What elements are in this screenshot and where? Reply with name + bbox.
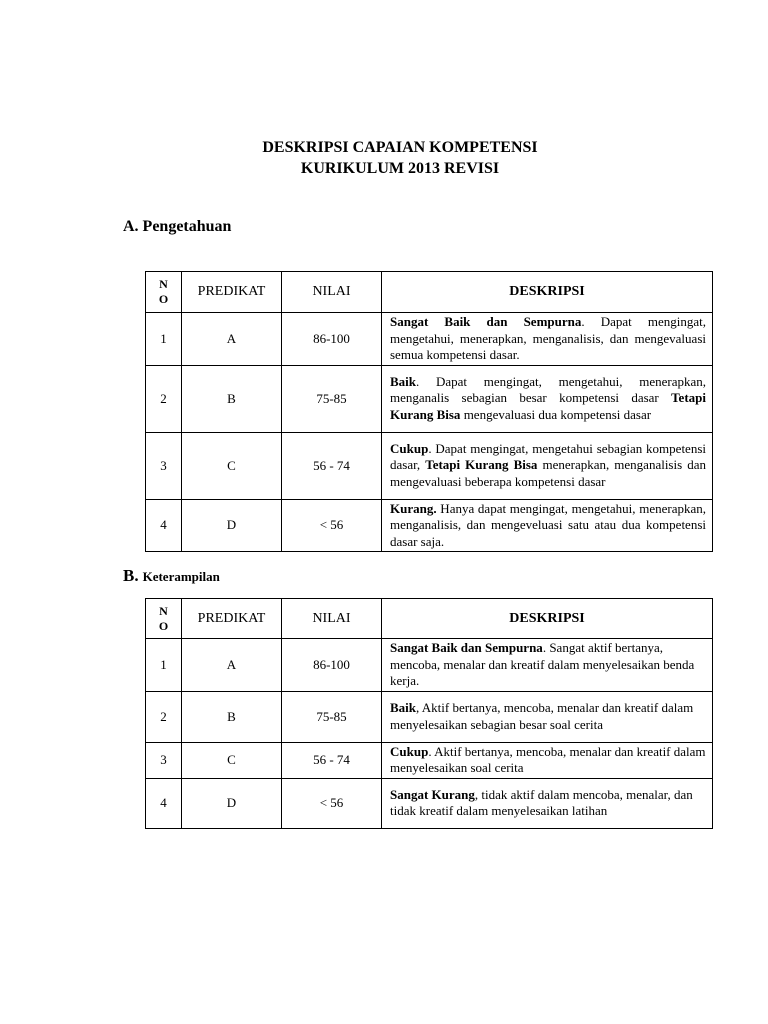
deskripsi-text: Hanya dapat mengingat, mengetahui, menerapkan, menganalisis, dan mengeveluasi satu atau dua kompetensi dasar saja. [390,500,706,549]
deskripsi-bold-text: Baik [390,700,417,715]
cell-deskripsi [382,778,713,828]
header-no-line-2: O [158,618,169,633]
deskripsi-bold-text: Tetapi Kurang Bisa [425,457,538,473]
deskripsi-bold-text: Cukup [390,440,429,456]
cell-nilai: < 56 [282,499,382,552]
section-b-word: Keterampilan [142,569,220,584]
cell-predikat: D [182,499,282,552]
cell-no: 4 [146,778,182,828]
header-predikat: PREDIKAT [182,599,282,639]
cell-predikat: B [182,691,282,742]
cell-deskripsi [382,432,713,499]
table-row [146,691,713,742]
cell-no: 3 [146,432,182,499]
document-title [0,137,768,179]
header-no-line-2: O [158,292,169,306]
deskripsi-text: . Dapat mengingat, mengetahui sebagian kompetensi dasar, [390,440,706,473]
cell-nilai: 86-100 [282,639,382,692]
section-a-heading: A. Pengetahuan [123,218,232,235]
cell-no: 1 [146,313,182,366]
header-no [146,272,182,313]
cell-nilai: 56 - 74 [282,432,382,499]
header-no [146,599,182,639]
header-nilai: NILAI [282,272,382,313]
table-row [146,499,713,552]
cell-no: 3 [146,742,182,778]
cell-deskripsi [382,365,713,432]
deskripsi-text: , tidak aktif dalam mencoba, menalar, dan tidak kreatif dalam menyelesaikan latihan [390,786,693,818]
deskripsi-text: . Sangat aktif bertanya, mencoba, menalar dan kreatif dalam menyelesaikan benda kerja. [390,640,695,688]
cell-no: 1 [146,639,182,692]
deskripsi-bold-text: Sangat Baik dan Sempurna [390,640,543,655]
cell-deskripsi [382,499,713,552]
table-row [146,742,713,778]
deskripsi-bold-text: Cukup [390,743,429,759]
cell-nilai: 56 - 74 [282,742,382,778]
table-row [146,432,713,499]
cell-deskripsi [382,742,713,778]
title-line-2: KURIKULUM 2013 REVISI [300,160,500,177]
cell-no: 2 [146,365,182,432]
deskripsi-bold-text: Sangat Kurang [390,786,475,802]
cell-predikat: A [182,313,282,366]
deskripsi-text: menerapkan, menganalisis dan mengevaluasi beberapa kompetensi dasar [390,457,706,489]
cell-no: 4 [146,499,182,552]
header-deskripsi: DESKRIPSI [382,599,713,639]
deskripsi-text: mengevaluasi dua kompetensi dasar [460,406,652,422]
cell-no: 2 [146,691,182,742]
deskripsi-bold-text: Kurang. [390,500,437,516]
header-deskripsi: DESKRIPSI [382,272,713,313]
header-no-line-1: N [159,277,168,291]
table-row [146,778,713,828]
deskripsi-text: . Dapat mengingat, mengetahui, menerapkan, menganalis sebagian besar kompetensi dasar [390,373,706,406]
header-no-line-1: N [159,603,168,618]
cell-deskripsi [382,313,713,366]
cell-predikat: C [182,742,282,778]
cell-nilai: 86-100 [282,313,382,366]
cell-nilai: < 56 [282,778,382,828]
section-b-heading [123,566,220,586]
table-header-row [146,599,713,639]
table-row [146,313,713,366]
deskripsi-bold-text: Baik [390,373,417,389]
deskripsi-bold-text: Tetapi Kurang Bisa [390,390,706,422]
deskripsi-text: . Dapat mengingat, mengetahui, menerapkan, menganalisis, dan mengevaluasi semua kompetensi dasar. [390,314,706,362]
cell-deskripsi [382,691,713,742]
deskripsi-text: . Aktif bertanya, mencoba, menalar dan kreatif dalam menyelesaikan soal cerita [390,743,706,775]
table-row [146,639,713,692]
section-b-letter: B. [123,566,139,585]
table-header-row [146,272,713,313]
cell-predikat: C [182,432,282,499]
pengetahuan-table [145,271,713,552]
cell-predikat: D [182,778,282,828]
cell-predikat: B [182,365,282,432]
cell-nilai: 75-85 [282,365,382,432]
cell-predikat: A [182,639,282,692]
header-nilai: NILAI [282,599,382,639]
header-predikat: PREDIKAT [182,272,282,313]
deskripsi-bold-text: Sangat Baik dan Sempurna [390,314,582,329]
cell-deskripsi [382,639,713,692]
keterampilan-table [145,598,713,829]
table-row [146,365,713,432]
deskripsi-text: , Aktif bertanya, mencoba, menalar dan kreatif dalam menyelesaikan sebagian besar soal cerita [390,700,694,732]
cell-nilai: 75-85 [282,691,382,742]
title-line-1: DESKRIPSI CAPAIAN KOMPETENSI [262,139,538,156]
